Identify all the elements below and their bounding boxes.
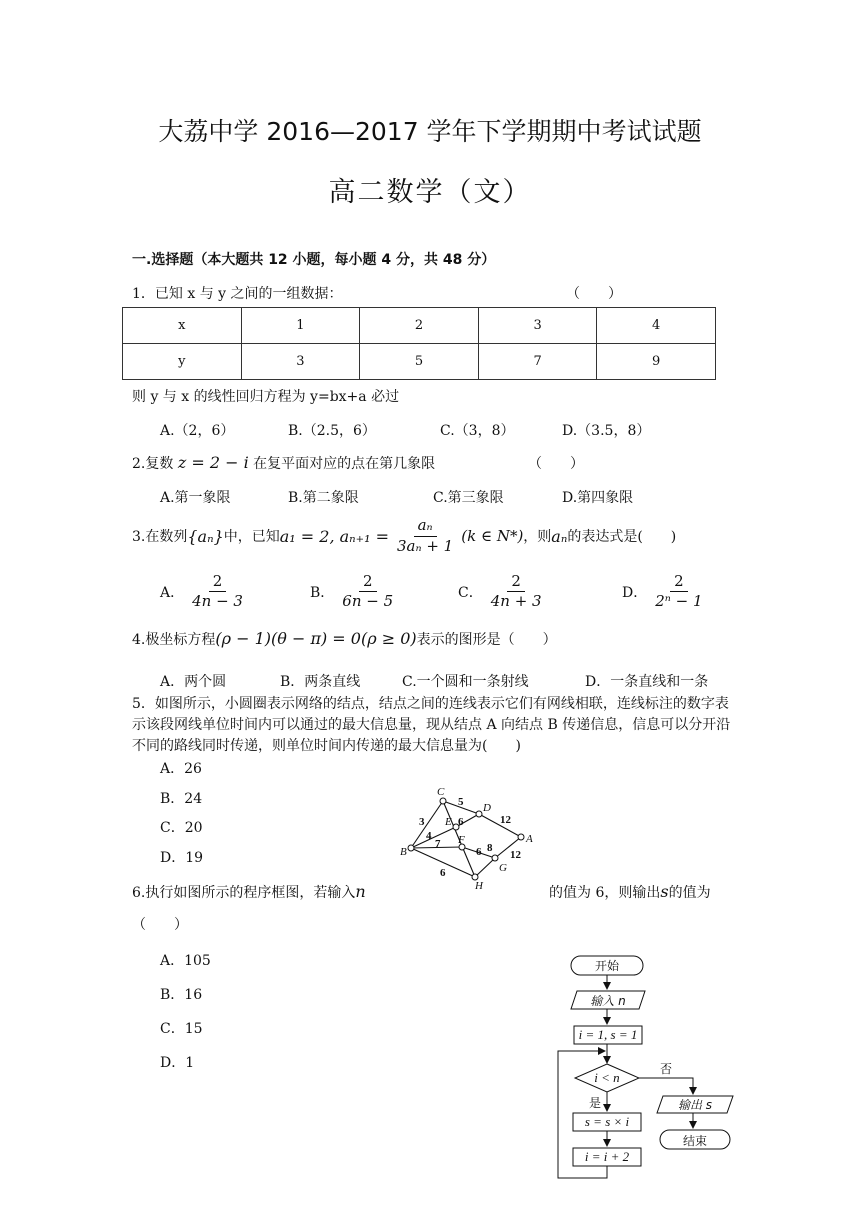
- q2-option-a: A.第一象限: [160, 490, 231, 506]
- q3-option-d: [622, 573, 711, 611]
- q3-option-a: [160, 573, 251, 611]
- option-fraction: [188, 573, 247, 611]
- q2-formula: z = 2 − i: [177, 453, 249, 472]
- program-flowchart: [550, 950, 740, 1190]
- q6-var-s: s: [660, 882, 669, 901]
- q1-option-a: A.（2，6）: [160, 423, 235, 439]
- option-label: A．: [160, 584, 185, 601]
- fraction-num: 2: [507, 573, 525, 592]
- flow-yes-label: 是: [589, 1096, 602, 1110]
- q3-an: aₙ: [551, 526, 568, 546]
- q3-fraction-den: 3aₙ + 1: [397, 536, 454, 555]
- fraction-num: 2: [359, 573, 377, 592]
- q2-stem: [132, 453, 435, 473]
- table-row: [123, 344, 716, 380]
- table-cell: 4: [597, 308, 716, 344]
- q4-option-b: B．两条直线: [280, 674, 361, 690]
- q3-stem-pre: 3.在数列: [132, 529, 188, 545]
- option-label: D．: [622, 584, 648, 601]
- q6-stem-left: [132, 882, 366, 902]
- q4-stem: [132, 629, 557, 649]
- table-cell: 7: [478, 344, 597, 380]
- q1-option-b: B.（2.5，6）: [288, 423, 376, 439]
- table-cell: 9: [597, 344, 716, 380]
- q3-stem-end: 的表达式是( ): [567, 529, 677, 545]
- flow-input-label: 输入 n: [590, 994, 626, 1008]
- table-cell: 3: [241, 344, 360, 380]
- q3-option-b: [310, 573, 401, 611]
- q4-option-c: C.一个圆和一条射线: [402, 674, 529, 690]
- table-cell: x: [123, 308, 242, 344]
- node-label: B: [400, 846, 407, 858]
- table-cell: y: [123, 344, 242, 380]
- q6-option-d: D．1: [160, 1055, 195, 1071]
- q3-stem-post: ，则: [523, 529, 552, 545]
- q2-stem-pre: 2.复数: [132, 456, 178, 472]
- q5-option-c: C．20: [160, 820, 203, 836]
- node-label: D: [483, 802, 491, 814]
- table-cell: 1: [241, 308, 360, 344]
- q1-option-c: C.（3，8）: [440, 423, 515, 439]
- q5-stem: 5．如图所示，小圆圈表示网络的结点，结点之间的连线表示它们有网线相联，连线标注的数字表示该段网线单位时间内可以通过的最大信息量，现从结点 A 向结点 B 传递信息，信息可以分开沿不同的路线同时传递，则单位时间内传递的最大信息量为( ): [132, 696, 731, 754]
- option-label: B．: [310, 584, 335, 601]
- q6-stem-right: [549, 882, 711, 902]
- option-fraction: [338, 573, 397, 611]
- edge-label: 12: [500, 814, 511, 826]
- fraction-den: 4n + 3: [490, 592, 542, 611]
- exam-title: 大荔中学 2016—2017 学年下学期期中考试试题: [158, 117, 702, 146]
- fraction-num: 2: [670, 573, 688, 592]
- q6-stem-pre: 6.执行如图所示的程序框图，若输入: [132, 885, 356, 901]
- q3-stem: [132, 514, 676, 558]
- network-figure: [395, 785, 545, 895]
- flow-no-label: 否: [660, 1062, 673, 1076]
- node-label: A: [526, 833, 533, 845]
- q4-option-a: A．两个圆: [160, 674, 227, 690]
- q1-option-d: D.（3.5，8）: [562, 423, 651, 439]
- table-cell: 3: [478, 308, 597, 344]
- flow-init-label: i = 1, s = 1: [578, 1027, 638, 1042]
- q1-data-table: [122, 307, 716, 380]
- q2-option-c: C.第三象限: [433, 490, 504, 506]
- q1-answer-paren: （ ）: [566, 286, 622, 302]
- q3-fraction: [393, 517, 457, 555]
- q2-option-b: B.第二象限: [288, 490, 359, 506]
- table-row: [123, 308, 716, 344]
- edge-label: 6: [440, 867, 446, 879]
- edge-label: 12: [510, 849, 521, 861]
- edge-label: 6: [458, 816, 464, 828]
- flow-output-label: 输出 s: [677, 1098, 713, 1112]
- q3-stem-mid: 中，已知: [223, 529, 280, 545]
- flow-cond-label: i < n: [594, 1070, 620, 1085]
- edge-label: 4: [426, 830, 432, 842]
- edge-label: 3: [419, 816, 425, 828]
- edge-label: 6: [476, 846, 482, 858]
- q3-formula-a: a₁ = 2, aₙ₊₁ =: [279, 526, 390, 546]
- q4-stem-post: 表示的图形是（ ）: [416, 632, 557, 648]
- fraction-den: 2ⁿ − 1: [655, 592, 703, 611]
- edge-label: 8: [487, 842, 493, 854]
- node-label: F: [458, 834, 465, 846]
- section-heading: 一.选择题（本大题共 12 小题，每小题 4 分，共 48 分）: [132, 252, 496, 268]
- option-fraction: [487, 573, 546, 611]
- q6-stem-mid: 的值为 6，则输出: [549, 885, 661, 901]
- fraction-den: 4n − 3: [192, 592, 243, 611]
- node-g: [492, 855, 498, 861]
- q5-option-b: B．24: [160, 791, 203, 807]
- q3-sequence: {aₙ}: [187, 526, 224, 546]
- flow-increment-label: i = i + 2: [584, 1149, 630, 1164]
- flow-start-label: 开始: [594, 959, 620, 973]
- flow-end-label: 结束: [682, 1134, 708, 1148]
- exam-subtitle: 高二数学（文）: [328, 177, 532, 208]
- edge-label: 5: [458, 796, 464, 808]
- q2-stem-post: 在复平面对应的点在第几象限: [248, 456, 436, 472]
- node-label: E: [445, 816, 452, 828]
- node-label: H: [475, 880, 483, 892]
- q6-option-c: C．15: [160, 1021, 203, 1037]
- table-cell: 5: [360, 344, 479, 380]
- q1-note: 则 y 与 x 的线性回归方程为 y=bx+a 必过: [132, 389, 400, 405]
- q1-stem: 1．已知 x 与 y 之间的一组数据：: [132, 286, 343, 302]
- node-c: [440, 798, 446, 804]
- node-b: [408, 845, 414, 851]
- q6-var-n: n: [355, 882, 366, 901]
- node-d: [476, 811, 482, 817]
- q6-option-b: B．16: [160, 987, 203, 1003]
- node-label: C: [437, 786, 445, 798]
- edge-h-g: [475, 858, 495, 877]
- option-fraction: [651, 573, 706, 611]
- q3-fraction-num: aₙ: [414, 517, 437, 536]
- fraction-den: 6n − 5: [342, 592, 394, 611]
- q6-stem-post: 的值为: [668, 885, 711, 901]
- edge-label: 7: [435, 838, 441, 850]
- node-a: [518, 834, 524, 840]
- q2-answer-paren: （ ）: [528, 456, 584, 472]
- q3-option-c: [458, 573, 550, 611]
- table-cell: 2: [360, 308, 479, 344]
- q6-option-a: A．105: [160, 953, 211, 969]
- option-label: C．: [458, 584, 483, 601]
- q4-option-d: D．一条直线和一条: [585, 674, 709, 690]
- q5-option-d: D．19: [160, 850, 204, 866]
- q4-formula: (ρ − 1)(θ − π) = 0(ρ ≥ 0): [215, 629, 417, 648]
- q6-answer-paren: （ ）: [132, 917, 188, 933]
- q2-option-d: D.第四象限: [562, 490, 634, 506]
- q5-option-a: A．26: [160, 761, 202, 777]
- fraction-num: 2: [209, 573, 227, 592]
- q3-formula-b: (k ∈ N*): [461, 527, 524, 545]
- node-label: G: [499, 862, 507, 874]
- q4-stem-pre: 4.极坐标方程: [132, 632, 216, 648]
- flow-body-label: s = s × i: [584, 1114, 630, 1129]
